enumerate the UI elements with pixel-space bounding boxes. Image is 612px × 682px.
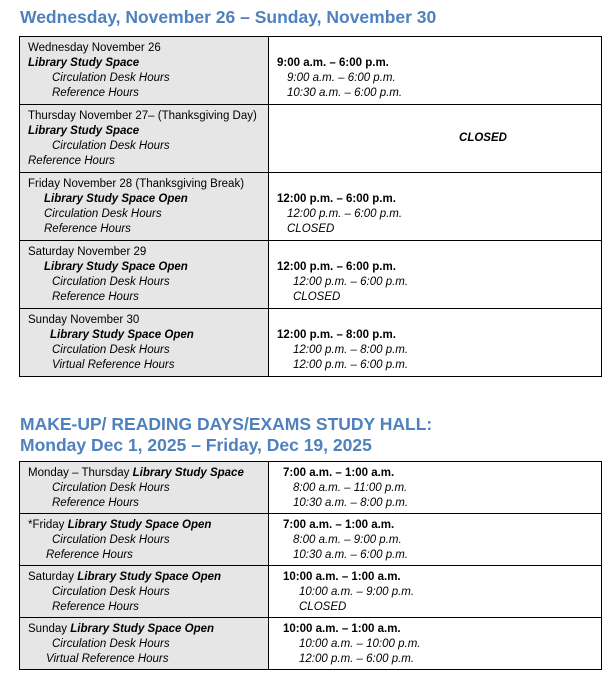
day-label: Monday – Thursday bbox=[28, 467, 130, 479]
ref-hours: 10:30 a.m. – 6:00 p.m. bbox=[287, 87, 403, 99]
hours-cell bbox=[269, 37, 602, 105]
section2-heading-line1: MAKE-UP/ READING DAYS/EXAMS STUDY HALL: bbox=[20, 414, 433, 434]
space-hours: 10:00 a.m. – 1:00 a.m. bbox=[283, 571, 401, 583]
space-label: Library Study Space bbox=[132, 467, 244, 479]
circ-label: Circulation Desk Hours bbox=[52, 638, 170, 650]
space-hours: 12:00 p.m. – 6:00 p.m. bbox=[277, 261, 396, 273]
circ-hours: 8:00 a.m. – 11:00 p.m. bbox=[293, 482, 408, 494]
circ-hours: 12:00 p.m. – 6:00 p.m. bbox=[287, 208, 403, 220]
hours-cell bbox=[269, 514, 602, 566]
space-hours: 9:00 a.m. – 6:00 p.m. bbox=[277, 57, 389, 69]
hours-cell bbox=[269, 566, 602, 618]
space-label: Library Study Space Open bbox=[70, 623, 215, 635]
space-hours: 7:00 a.m. – 1:00 a.m. bbox=[283, 467, 395, 479]
space-label: Library Study Space Open bbox=[77, 571, 222, 583]
day-label: Friday November 28 (Thanksgiving Break) bbox=[28, 178, 245, 190]
ref-label: Reference Hours bbox=[52, 87, 139, 99]
day-cell bbox=[20, 618, 269, 670]
hours-cell bbox=[269, 618, 602, 670]
space-label: Library Study Space Open bbox=[44, 193, 188, 205]
table-row bbox=[20, 241, 602, 309]
day-label: Wednesday November 26 bbox=[28, 42, 161, 54]
space-label: Library Study Space Open bbox=[67, 519, 212, 531]
table-row bbox=[20, 566, 602, 618]
day-cell bbox=[20, 173, 269, 241]
circ-label: Circulation Desk Hours bbox=[52, 344, 170, 356]
space-hours: 7:00 a.m. – 1:00 a.m. bbox=[283, 519, 395, 531]
circ-label: Circulation Desk Hours bbox=[52, 276, 170, 288]
day-label: Saturday November 29 bbox=[28, 246, 147, 258]
space-hours: 12:00 p.m. – 8:00 p.m. bbox=[277, 329, 396, 341]
hours-cell bbox=[269, 309, 602, 377]
day-label: Sunday bbox=[28, 623, 68, 635]
table-row bbox=[20, 462, 602, 514]
section1-heading: Wednesday, November 26 – Sunday, November 30 bbox=[20, 7, 437, 27]
circ-label: Circulation Desk Hours bbox=[52, 482, 170, 494]
circ-hours: 12:00 p.m. – 8:00 p.m. bbox=[293, 344, 409, 356]
ref-label: Virtual Reference Hours bbox=[46, 653, 169, 665]
day-cell bbox=[20, 514, 269, 566]
table-row bbox=[20, 37, 602, 105]
closed-status: CLOSED bbox=[459, 132, 507, 144]
day-cell bbox=[20, 462, 269, 514]
day-label: Sunday November 30 bbox=[28, 314, 140, 326]
hours-cell bbox=[269, 105, 602, 173]
circ-label: Circulation Desk Hours bbox=[52, 534, 170, 546]
section2-heading-line2: Monday Dec 1, 2025 – Friday, Dec 19, 2025 bbox=[20, 435, 372, 455]
space-label: Library Study Space bbox=[28, 57, 140, 69]
space-label: Library Study Space Open bbox=[44, 261, 188, 273]
circ-hours: 10:00 a.m. – 10:00 p.m. bbox=[299, 638, 421, 650]
day-cell bbox=[20, 309, 269, 377]
ref-label: Reference Hours bbox=[52, 291, 139, 303]
section1-hours-table bbox=[19, 36, 602, 377]
space-label: Library Study Space bbox=[28, 125, 140, 137]
ref-label: Reference Hours bbox=[52, 601, 139, 613]
day-cell bbox=[20, 566, 269, 618]
section2-hours-table bbox=[19, 461, 602, 670]
ref-label: Reference Hours bbox=[52, 497, 139, 509]
ref-hours: CLOSED bbox=[293, 291, 341, 303]
table-row bbox=[20, 309, 602, 377]
circ-hours: 10:00 a.m. – 9:00 p.m. bbox=[299, 586, 415, 598]
circ-label: Circulation Desk Hours bbox=[52, 586, 170, 598]
table-row bbox=[20, 173, 602, 241]
hours-cell bbox=[269, 173, 602, 241]
circ-hours: 12:00 p.m. – 6:00 p.m. bbox=[293, 276, 409, 288]
circ-label: Circulation Desk Hours bbox=[52, 72, 170, 84]
day-cell bbox=[20, 105, 269, 173]
circ-hours: 9:00 a.m. – 6:00 p.m. bbox=[287, 72, 396, 84]
hours-cell bbox=[269, 462, 602, 514]
ref-label: Virtual Reference Hours bbox=[52, 359, 175, 371]
table-row bbox=[20, 514, 602, 566]
circ-label: Circulation Desk Hours bbox=[52, 140, 170, 152]
space-hours: 12:00 p.m. – 6:00 p.m. bbox=[277, 193, 396, 205]
ref-hours: 10:30 a.m. – 8:00 p.m. bbox=[293, 497, 409, 509]
ref-hours: 12:00 p.m. – 6:00 p.m. bbox=[299, 653, 415, 665]
table-row bbox=[20, 618, 602, 670]
day-cell bbox=[20, 241, 269, 309]
circ-label: Circulation Desk Hours bbox=[44, 208, 162, 220]
day-label: *Friday bbox=[28, 519, 65, 531]
day-cell bbox=[20, 37, 269, 105]
ref-hours: CLOSED bbox=[287, 223, 335, 235]
ref-hours: CLOSED bbox=[299, 601, 347, 613]
space-label: Library Study Space Open bbox=[50, 329, 194, 341]
ref-label: Reference Hours bbox=[44, 223, 131, 235]
ref-hours: 10:30 a.m. – 6:00 p.m. bbox=[293, 549, 409, 561]
day-label: Saturday bbox=[28, 571, 75, 583]
space-hours: 10:00 a.m. – 1:00 a.m. bbox=[283, 623, 401, 635]
hours-cell bbox=[269, 241, 602, 309]
ref-label: Reference Hours bbox=[46, 549, 133, 561]
circ-hours: 8:00 a.m. – 9:00 p.m. bbox=[293, 534, 402, 546]
ref-label: Reference Hours bbox=[28, 155, 115, 167]
ref-hours: 12:00 p.m. – 6:00 p.m. bbox=[293, 359, 409, 371]
table-row bbox=[20, 105, 602, 173]
day-label: Thursday November 27– (Thanksgiving Day) bbox=[28, 110, 257, 122]
